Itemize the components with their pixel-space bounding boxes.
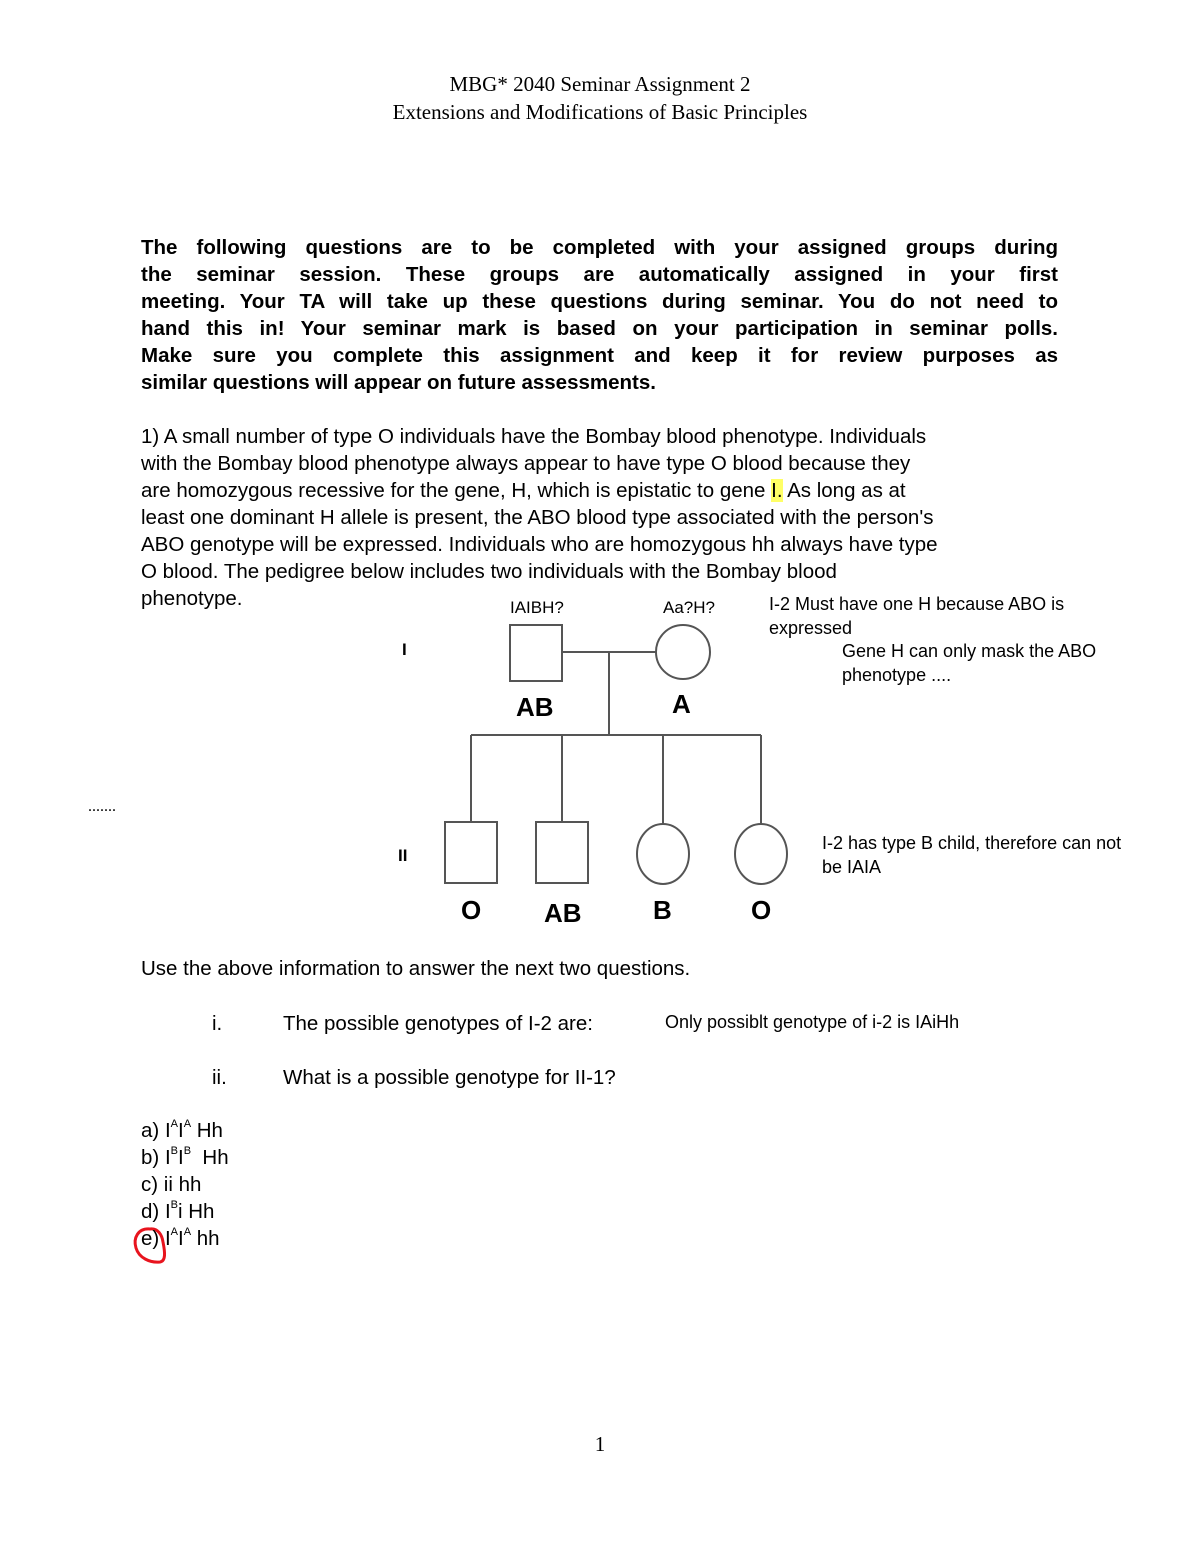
individual-II-4-female-circle [735,824,787,884]
phenotype-II-4: O [751,895,772,925]
genotype-note-I-2: Aa?H? [663,598,715,617]
course-title: MBG* 2040 Seminar Assignment 2 [449,72,751,96]
intro-line: meeting. Your TA will take up these questions during seminar. You do not need to [141,290,1058,313]
phenotype-I-1: AB [516,692,554,722]
question1-line: O blood. The pedigree below includes two individuals with the Bombay blood [141,560,837,583]
intro-line: Make sure you complete this assignment and keep it for review purposes as [141,344,1058,367]
page-number: 1 [594,1432,606,1456]
question1-line: phenotype. [141,587,243,610]
subquestion-number: i. [212,1012,223,1035]
individual-I-2-female-circle [656,625,710,679]
question1-line: least one dominant H allele is present, the ABO blood type associated with the person's [141,506,934,529]
subquestion-text: The possible genotypes of I-2 are: [283,1012,593,1035]
intro-paragraph [141,234,1058,396]
individual-II-3-female-circle [637,824,689,884]
ellipsis-note: ....... [88,798,116,815]
annotation-note: phenotype .... [842,665,952,685]
phenotype-II-2: AB [544,898,582,928]
intro-line: similar questions will appear on future assessments. [141,371,656,394]
generation-label-II: II [398,846,408,865]
genotype-note-I-1: IAIBH? [510,598,564,617]
question1-line: ABO genotype will be expressed. Individuals who are homozygous hh always have type [141,533,938,556]
option-c: c) ii hh [141,1173,202,1196]
instructions: Use the above information to answer the next two questions. [141,957,691,980]
question1-text: are homozygous recessive for the gene, H, which is epistatic to gene [141,479,772,502]
phenotype-I-2: A [672,689,691,719]
individual-II-1-male-square [445,822,497,883]
intro-line: hand this in! Your seminar mark is based on your participation in seminar polls. [141,317,1058,340]
option-a: a) $I^AI^A$ Hh [141,1118,223,1142]
annotation-note: be IAIA [822,857,882,877]
annotation-note: expressed [769,618,853,638]
assignment-subtitle: Extensions and Modifications of Basic Principles [392,100,808,124]
question1-line [141,479,906,503]
phenotype-II-1: O [461,895,482,925]
handwritten-answer-note: Only possiblt genotype of i-2 is IAiHh [665,1012,960,1032]
subquestion-number: ii. [212,1066,227,1089]
subquestion-text: What is a possible genotype for II-1? [283,1066,616,1089]
generation-label-I: I [402,640,407,659]
question1-line: with the Bombay blood phenotype always appear to have type O blood because they [141,452,911,475]
question1-line: 1) A small number of type O individuals have the Bombay blood phenotype. Individuals [141,425,927,448]
option-d: d) $I^Bi$ Hh [141,1199,215,1223]
annotation-note: I-2 has type B child, therefore can not [822,833,1122,853]
individual-II-2-male-square [536,822,588,883]
annotation-note: Gene H can only mask the ABO [842,641,1097,661]
annotation-note: I-2 Must have one H because ABO is [769,594,1065,614]
intro-line: The following questions are to be completed with your assigned groups during [141,236,1058,259]
intro-line: the seminar session. These groups are automatically assigned in your first [141,263,1058,286]
highlighted-gene-i: I. [771,479,783,502]
individual-I-1-male-square [510,625,562,681]
option-b: b) $I^BI^B$ Hh [141,1145,229,1169]
option-e: e) $I^AI^A$ hh [141,1226,220,1250]
phenotype-II-3: B [653,895,672,925]
question1-text: As long as at [782,479,906,502]
